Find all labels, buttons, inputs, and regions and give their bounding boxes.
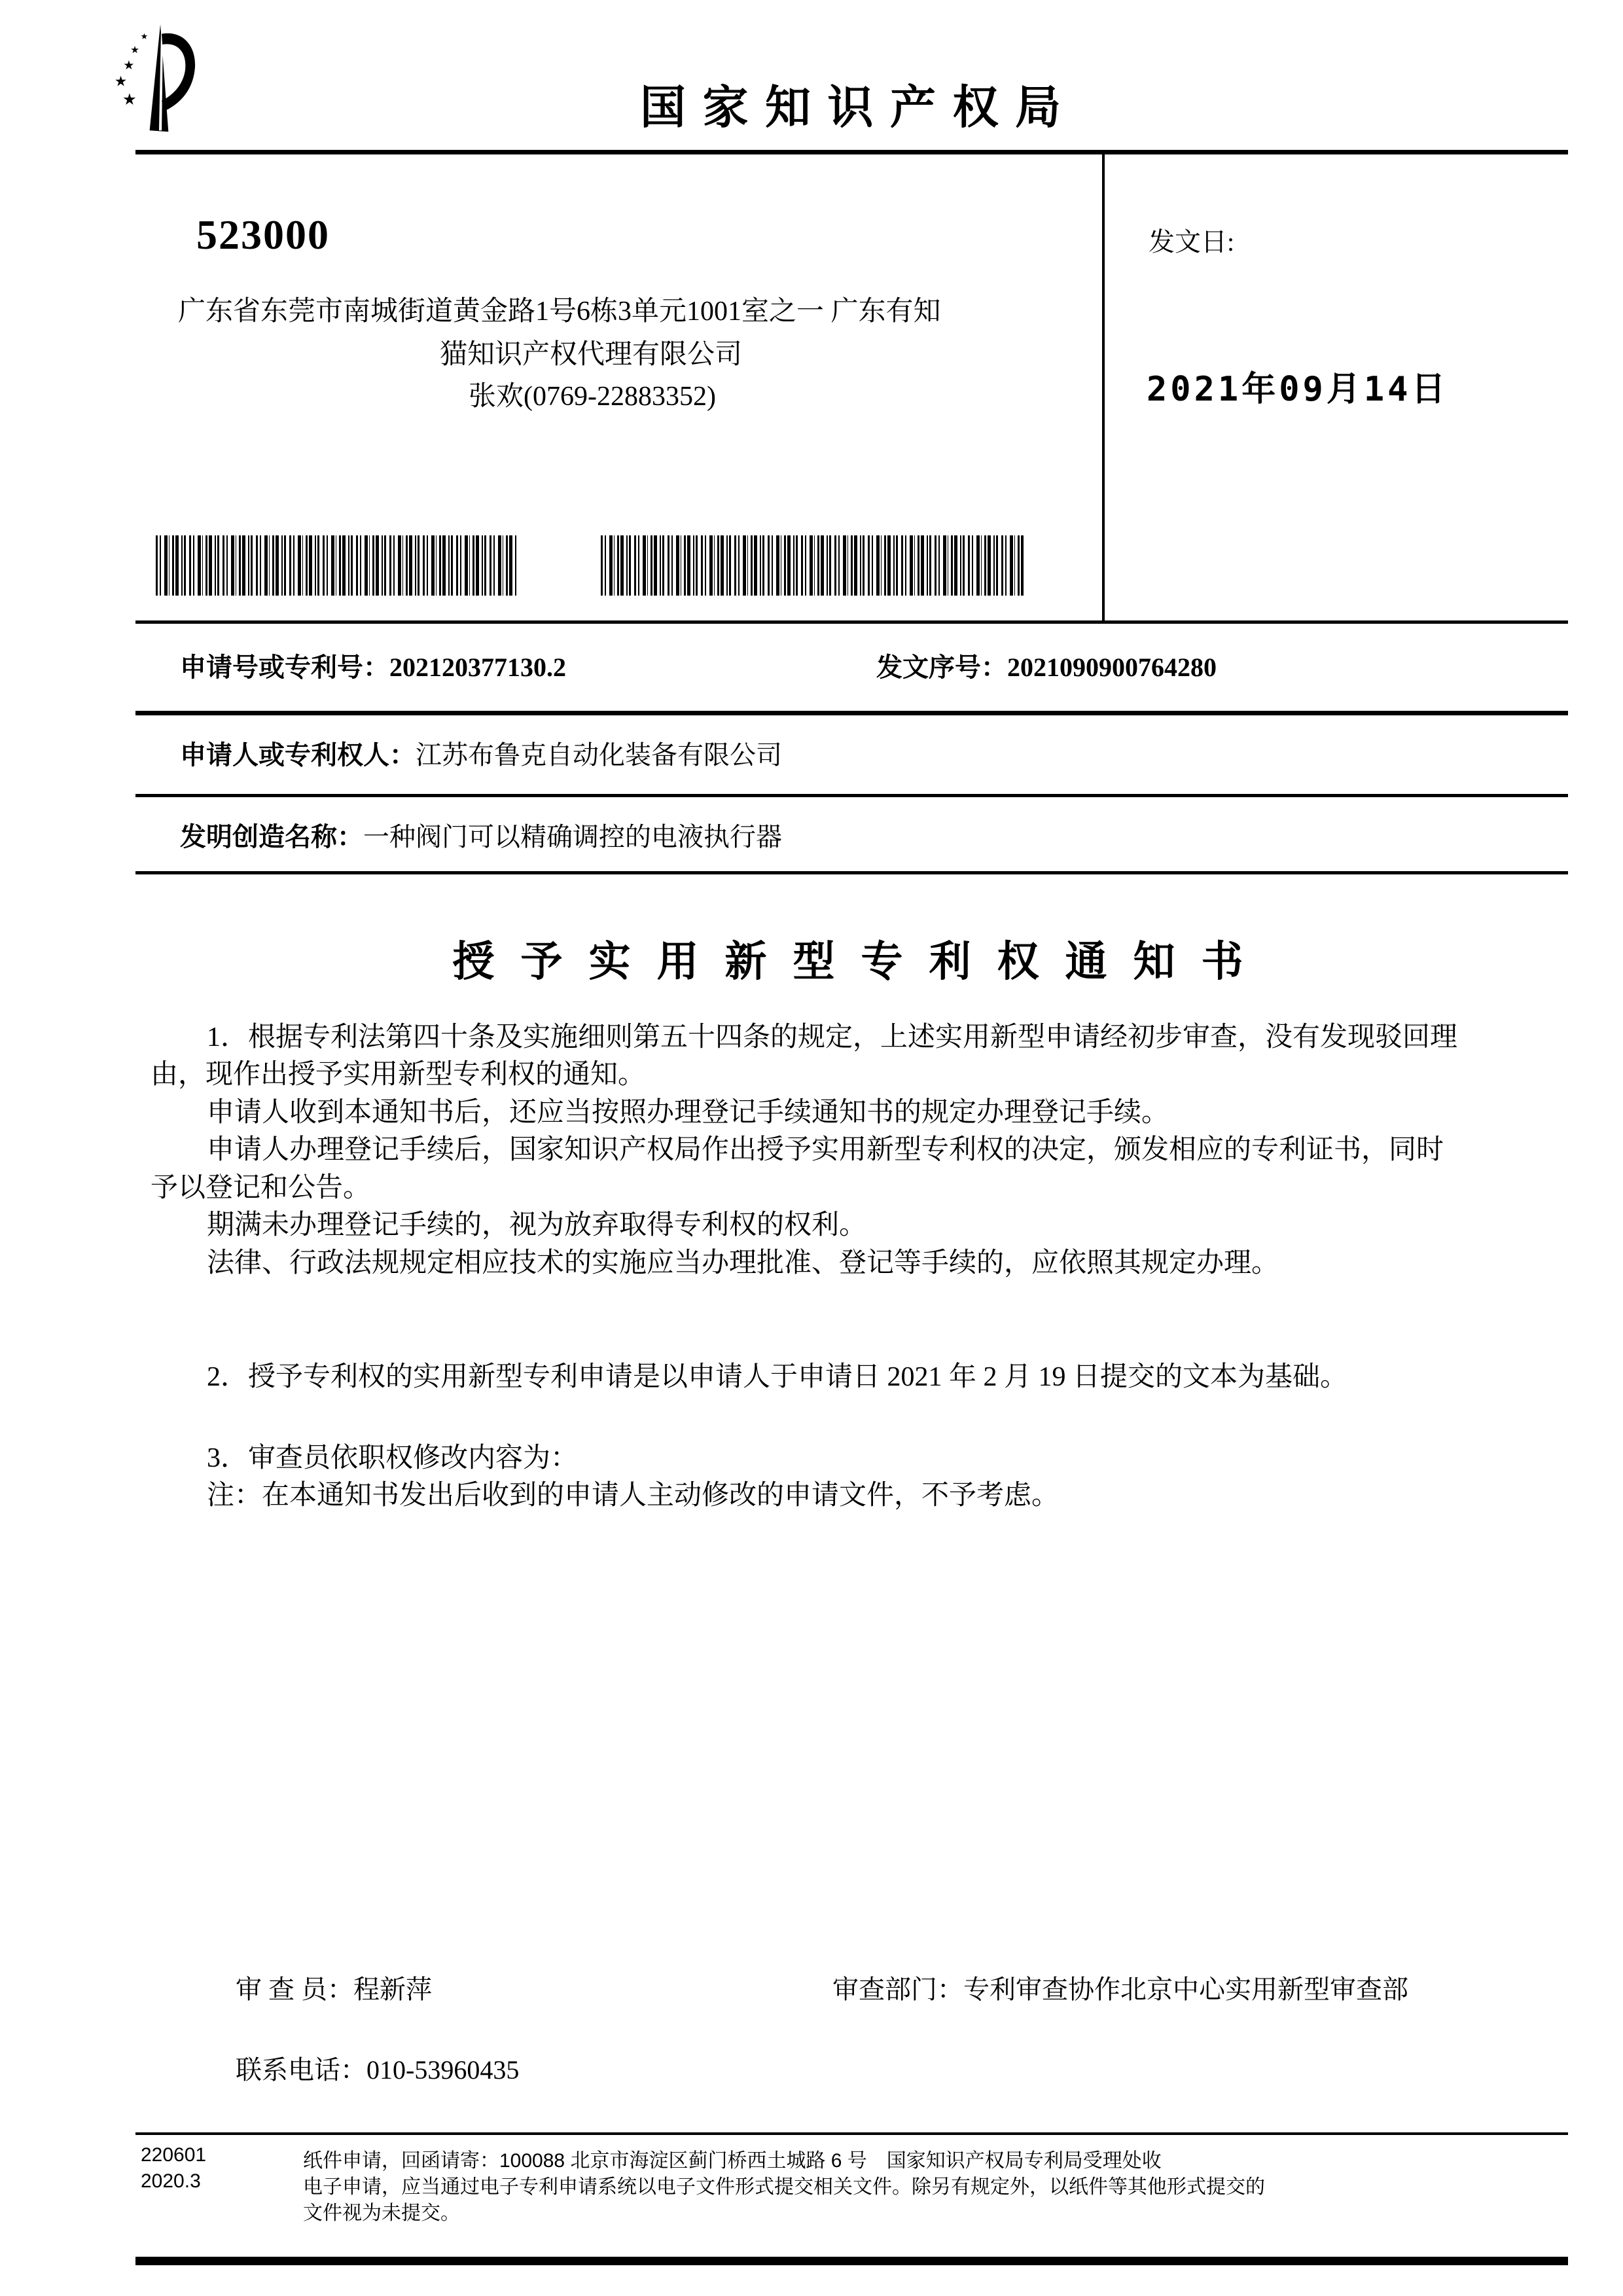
invention-title-label: 发明创造名称：	[180, 822, 363, 852]
barcode-rule	[135, 620, 1568, 624]
footer-note-line-3: 文件视为未提交。	[303, 2202, 460, 2224]
divider-3	[135, 871, 1568, 874]
barcode-left	[156, 535, 517, 596]
notice-line: 由，现作出授予实用新型专利权的通知。	[151, 1060, 646, 1090]
footer-divider	[135, 2132, 1568, 2135]
applicant-value: 江苏布鲁克自动化装备有限公司	[416, 740, 782, 770]
serial-number-label: 发文序号：	[876, 653, 1007, 682]
notice-line: 1．根据专利法第四十条及实施细则第五十四条的规定，上述实用新型申请经初步审查，没有发现驳回理	[207, 1022, 1458, 1052]
invention-title-row	[180, 816, 782, 853]
barcode-right	[601, 535, 1024, 596]
serial-number-row	[876, 647, 1217, 684]
applicant-row	[180, 734, 782, 772]
form-code: 220601	[141, 2144, 207, 2166]
divider-2	[135, 794, 1568, 797]
agency-title: 国 家 知 识 产 权 局	[640, 83, 1063, 134]
application-number-value: 202120377130.2	[389, 653, 566, 682]
department-row	[832, 1969, 1408, 2006]
notice-title: 授 予 实 用 新 型 专 利 权 通 知 书	[452, 939, 1251, 985]
issue-date-label: 发文日:	[1149, 227, 1235, 257]
application-number-row	[180, 647, 566, 684]
bottom-rule	[135, 2257, 1568, 2265]
issue-date: 2021年09月14日	[1147, 370, 1449, 409]
notice-line: 法律、行政法规规定相应技术的实施应当办理批准、登记等手续的，应依照其规定办理。	[207, 1248, 1279, 1278]
phone-value: 010-53960435	[366, 2055, 520, 2085]
phone-label: 联系电话：	[236, 2055, 366, 2085]
footer-note-line-2: 电子申请，应当通过电子专利申请系统以电子文件形式提交相关文件。除另有规定外，以纸件等其他形式提交的	[303, 2176, 1265, 2198]
recipient-address-line-1: 广东省东莞市南城街道黄金路1号6栋3单元1001室之一 广东有知	[178, 296, 941, 327]
invention-title-value: 一种阀门可以精确调控的电液执行器	[363, 822, 782, 852]
application-number-label: 申请号或专利号：	[180, 653, 389, 682]
notice-line: 予以登记和公告。	[151, 1173, 371, 1203]
department-label: 审查部门：	[832, 1975, 963, 2004]
department-value: 专利审查协作北京中心实用新型审查部	[963, 1975, 1408, 2004]
examiner-label: 审 查 员：	[236, 1975, 353, 2004]
notice-line: 3．审查员依职权修改内容为：	[207, 1443, 579, 1473]
notice-line: 2．授予专利权的实用新型专利申请是以申请人于申请日 2021 年 2 月 19 日提交的文本为基础。	[207, 1362, 1348, 1392]
examiner-name: 程新萍	[353, 1975, 432, 2004]
applicant-label: 申请人或专利权人：	[180, 740, 416, 770]
recipient-postal-code: 523000	[196, 211, 330, 258]
phone-row	[236, 2049, 519, 2087]
examiner-row	[236, 1969, 432, 2006]
recipient-contact: 张欢(0769-22883352)	[469, 382, 716, 412]
serial-number-value: 2021090900764280	[1007, 653, 1217, 682]
column-divider	[1102, 154, 1105, 622]
recipient-address-line-2: 猫知识产权代理有限公司	[440, 340, 743, 370]
footer-note-line-1: 纸件申请，回函请寄：100088 北京市海淀区蓟门桥西土城路 6 号 国家知识产权局专利局受理处收	[303, 2150, 1162, 2172]
notice-line: 申请人收到本通知书后，还应当按照办理登记手续通知书的规定办理登记手续。	[207, 1098, 1169, 1128]
divider-1	[135, 711, 1568, 715]
notice-line: 期满未办理登记手续的，视为放弃取得专利权的权利。	[207, 1210, 867, 1240]
notice-line: 注：在本通知书发出后收到的申请人主动修改的申请文件，不予考虑。	[207, 1480, 1060, 1511]
notice-line: 申请人办理登记手续后，国家知识产权局作出授予实用新型专利权的决定，颁发相应的专利证书，同时	[207, 1135, 1444, 1165]
form-version: 2020.3	[141, 2170, 201, 2192]
header-rule	[135, 150, 1568, 154]
